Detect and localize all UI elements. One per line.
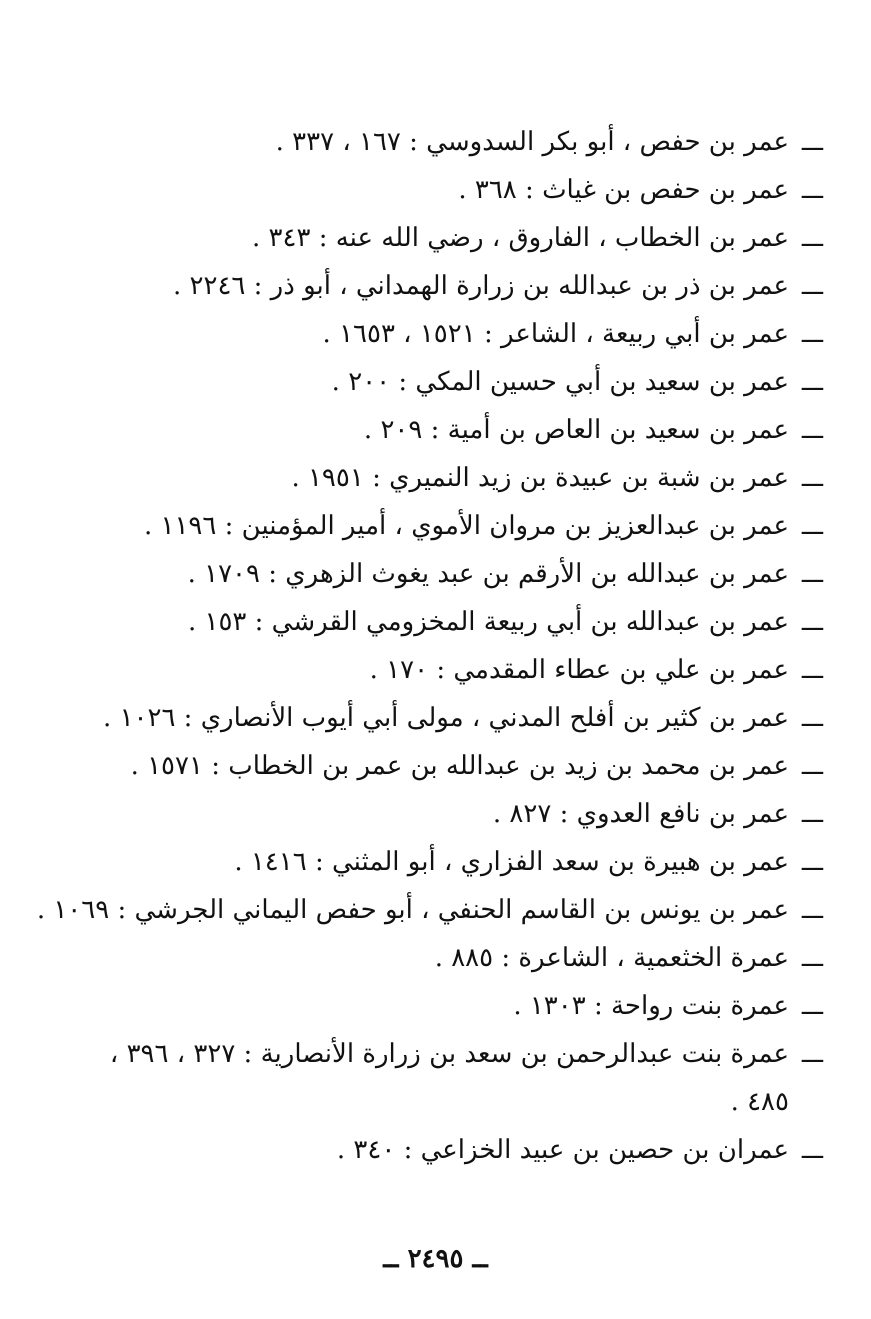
entry-dash: ـــ bbox=[801, 848, 823, 876]
entry-text: عمر بن كثير بن أفلح المدني ، مولى أبي أيوب الأنصاري : ١٠٢٦ . bbox=[103, 703, 789, 733]
index-entry-list bbox=[36, 118, 823, 1174]
entry-text: عمر بن ذر بن عبدالله بن زرارة الهمداني ، أبو ذر : ٢٢٤٦ . bbox=[172, 271, 789, 301]
entry-dash: ـــ bbox=[801, 512, 823, 540]
entry-text: عمر بن هبيرة بن سعد الفزاري ، أبو المثني : ١٤١٦ . bbox=[234, 847, 789, 877]
entry-dash: ـــ bbox=[801, 1136, 823, 1164]
entry-text: عمر بن أبي ربيعة ، الشاعر : ١٥٢١ ، ١٦٥٣ . bbox=[322, 319, 789, 349]
entry-text: عمر بن سعيد بن أبي حسين المكي : ٢٠٠ . bbox=[331, 367, 789, 397]
entry-dash: ـــ bbox=[801, 560, 823, 588]
entry-text: عمر بن نافع العدوي : ٨٢٧ . bbox=[492, 799, 789, 829]
entry-text: عمر بن علي بن عطاء المقدمي : ١٧٠ . bbox=[369, 655, 789, 685]
entry-text: عمرة بنت عبدالرحمن بن سعد بن زرارة الأنصارية : ٣٢٧ ، ٣٩٦ ، ٤٨٥ . bbox=[109, 1039, 789, 1117]
entry-dash: ـــ bbox=[801, 992, 823, 1020]
entry-text: عمر بن محمد بن زيد بن عبدالله بن عمر بن الخطاب : ١٥٧١ . bbox=[130, 751, 789, 781]
index-entry bbox=[43, 214, 823, 262]
entry-text: عمر بن الخطاب ، الفاروق ، رضي الله عنه : ٣٤٣ . bbox=[252, 223, 789, 253]
index-entry bbox=[43, 406, 823, 454]
entry-dash: ـــ bbox=[801, 896, 823, 924]
entry-dash: ـــ bbox=[801, 224, 823, 252]
index-entry bbox=[43, 598, 823, 646]
index-entry bbox=[43, 790, 823, 838]
index-entry bbox=[43, 742, 823, 790]
entry-dash: ـــ bbox=[801, 1040, 823, 1068]
entry-text: عمر بن عبدالله بن أبي ربيعة المخزومي القرشي : ١٥٣ . bbox=[187, 607, 789, 637]
entry-text: عمر بن يونس بن القاسم الحنفي ، أبو حفص اليماني الجرشي : ١٠٦٩ . bbox=[36, 895, 789, 925]
entry-text: عمر بن سعيد بن العاص بن أمية : ٢٠٩ . bbox=[363, 415, 789, 445]
index-entry bbox=[43, 502, 823, 550]
entry-text: عمرة الخثعمية ، الشاعرة : ٨٨٥ . bbox=[434, 943, 789, 973]
entry-text: عمر بن عبدالعزيز بن مروان الأموي ، أمير المؤمنين : ١١٩٦ . bbox=[143, 511, 789, 541]
entry-dash: ـــ bbox=[801, 752, 823, 780]
entry-dash: ـــ bbox=[801, 608, 823, 636]
entry-text: عمر بن شبة بن عبيدة بن زيد النميري : ١٩٥١ . bbox=[291, 463, 789, 493]
entry-text: عمر بن عبدالله بن الأرقم بن عبد يغوث الزهري : ١٧٠٩ . bbox=[187, 559, 789, 589]
entry-dash: ـــ bbox=[801, 944, 823, 972]
index-entry bbox=[36, 886, 823, 934]
entry-text: عمر بن حفص بن غياث : ٣٦٨ . bbox=[458, 175, 789, 205]
entry-dash: ـــ bbox=[801, 320, 823, 348]
entry-dash: ـــ bbox=[801, 704, 823, 732]
index-entry bbox=[43, 550, 823, 598]
entry-dash: ـــ bbox=[801, 656, 823, 684]
index-entry bbox=[43, 646, 823, 694]
entry-text: عمر بن حفص ، أبو بكر السدوسي : ١٦٧ ، ٣٣٧ . bbox=[275, 127, 789, 157]
entry-dash: ـــ bbox=[801, 464, 823, 492]
entry-dash: ـــ bbox=[801, 416, 823, 444]
page-number: ــ ٢٤٩٥ ــ bbox=[383, 1244, 488, 1274]
entry-dash: ـــ bbox=[801, 368, 823, 396]
index-entry bbox=[43, 454, 823, 502]
index-entry bbox=[43, 1030, 823, 1126]
index-entry bbox=[43, 982, 823, 1030]
index-entry bbox=[43, 118, 823, 166]
index-entry bbox=[43, 166, 823, 214]
entry-text: عمران بن حصين بن عبيد الخزاعي : ٣٤٠ . bbox=[336, 1135, 789, 1165]
entry-dash: ـــ bbox=[801, 800, 823, 828]
entry-dash: ـــ bbox=[801, 128, 823, 156]
index-entry bbox=[43, 310, 823, 358]
entry-dash: ـــ bbox=[801, 176, 823, 204]
entry-dash: ـــ bbox=[801, 272, 823, 300]
index-entry bbox=[43, 358, 823, 406]
index-entry bbox=[43, 262, 823, 310]
index-entry bbox=[43, 838, 823, 886]
entry-text: عمرة بنت رواحة : ١٣٠٣ . bbox=[513, 991, 789, 1021]
index-entry bbox=[43, 1126, 823, 1174]
index-entry bbox=[43, 934, 823, 982]
index-entry bbox=[43, 694, 823, 742]
